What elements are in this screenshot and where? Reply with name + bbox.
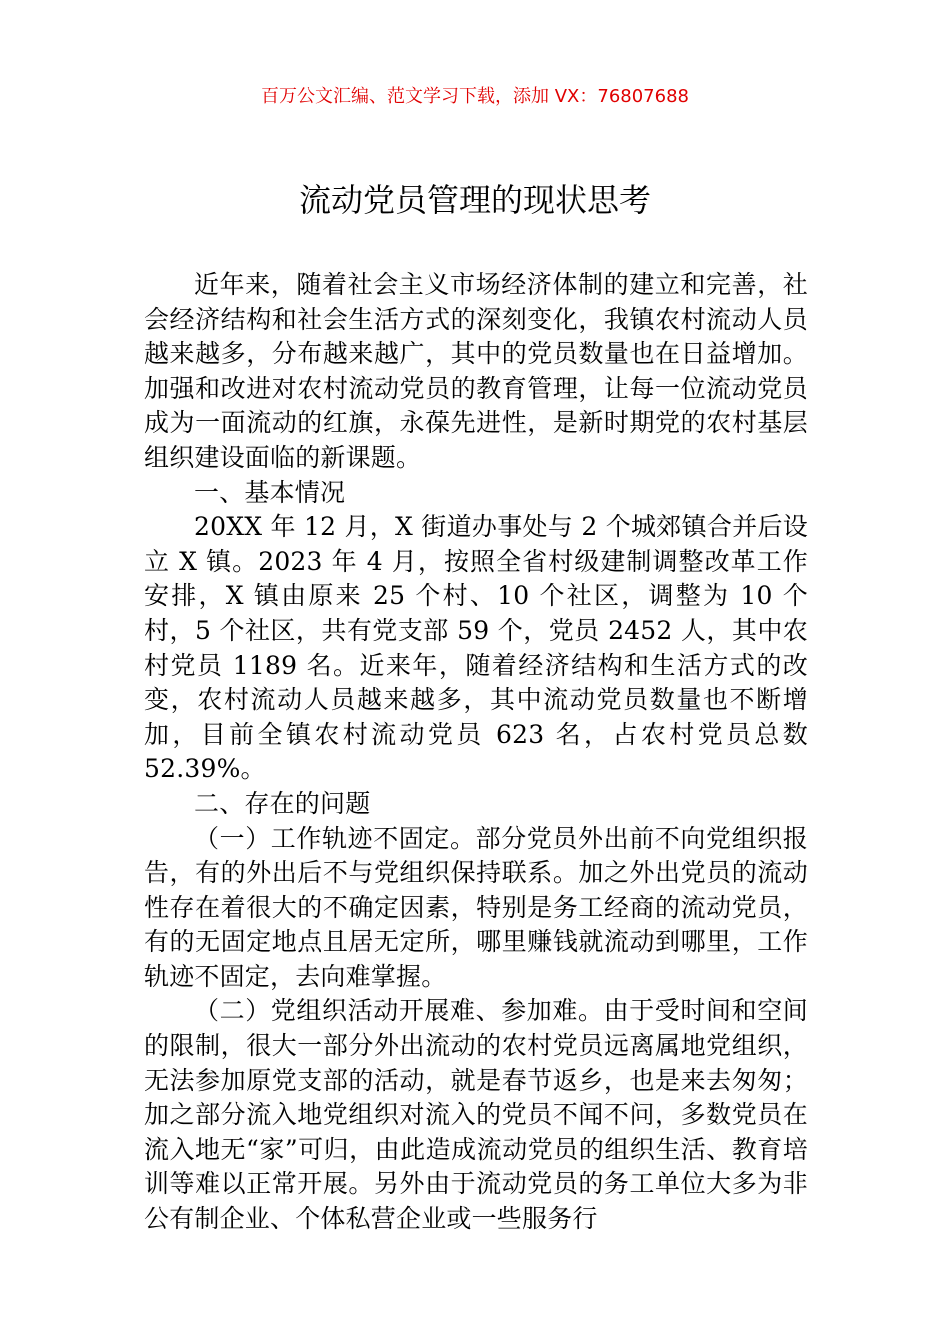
section-heading-basic-situation: 一、基本情况 (194, 477, 346, 507)
paragraph-basic-situation: 20XX 年 12 月，X 街道办事处与 2 个城郊镇合并后设立 X 镇。2023 年 4 月，按照全省村级建制调整改革工作安排，X 镇由原来 25 个村、10 个社区，调整为 10 个村，5 个社区，共有党支部 59 个，党员 2452 人，其中农村党员 1189 名。近来年，随着经济结构和生活方式的改变，农村流动人员越来越多，其中流动党员数量也不断增加，目前全镇农村流动党员 623 名，占农村党员总数 52.39%。 (144, 512, 808, 784)
section-heading-problems: 二、存在的问题 (194, 788, 371, 818)
watermark-text: 百万公文汇编、范文学习下载，添加 VX：76807688 (261, 86, 689, 107)
paragraph-problem-2: （二）党组织活动开展难、参加难。由于受时间和空间的限制，很大一部分外出流动的农村党员远离属地党组织，无法参加原党支部的活动，就是春节返乡，也是来去匆匆；加之部分流入地党组织对流入的党员不闻不问，多数党员在流入地无“家”可归，由此造成流动党员的组织生活、教育培训等难以正常开展。另外由于流动党员的务工单位大多为非公有制企业、个体私营企业或一些服务行 (144, 996, 808, 1234)
document-title: 流动党员管理的现状思考 (298, 181, 651, 219)
paragraph-intro: 近年来，随着社会主义市场经济体制的建立和完善，社会经济结构和社会生活方式的深刻变化，我镇农村流动人员越来越多，分布越来越广，其中的党员数量也在日益增加。加强和改进对农村流动党员的教育管理，让每一位流动党员成为一面流动的红旗，永葆先进性，是新时期党的农村基层组织建设面临的新课题。 (144, 270, 808, 472)
document-body (144, 268, 808, 1237)
paragraph-problem-1: （一）工作轨迹不固定。部分党员外出前不向党组织报告，有的外出后不与党组织保持联系。加之外出党员的流动性存在着很大的不确定因素，特别是务工经商的流动党员，有的无固定地点且居无定所，哪里赚钱就流动到哪里，工作轨迹不固定，去向难掌握。 (144, 823, 808, 991)
